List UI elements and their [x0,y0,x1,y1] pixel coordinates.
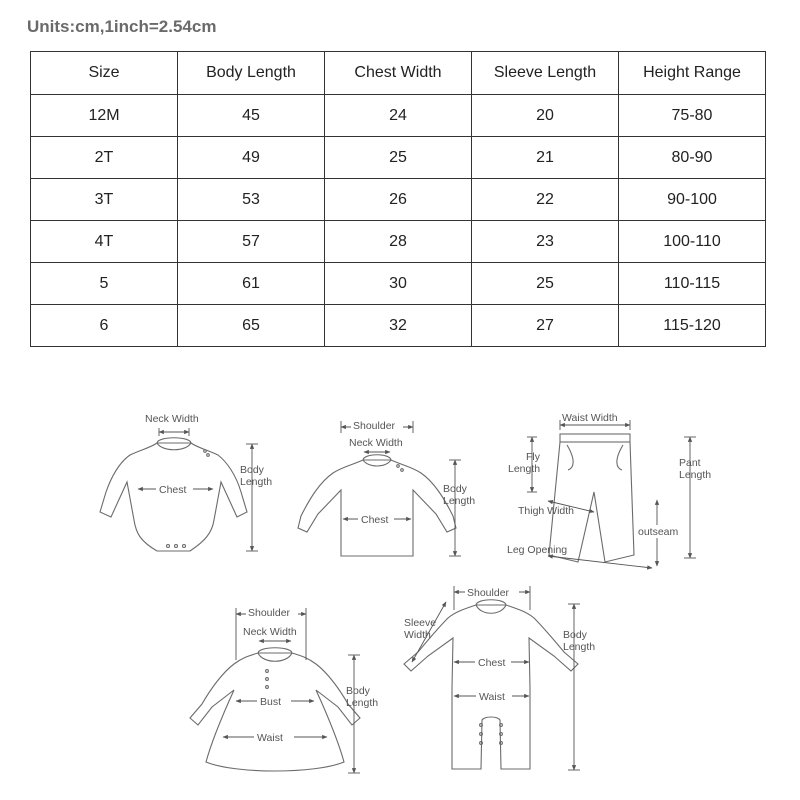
top-chest-label: Chest [361,514,389,526]
table-cell: 61 [178,263,325,305]
table-cell: 57 [178,221,325,263]
table-cell: 49 [178,137,325,179]
top-body-label-1: Body [443,483,467,495]
dress-neck-width-label: Neck Width [243,626,297,638]
table-cell: 30 [325,263,472,305]
dress-bust-label: Bust [260,696,282,708]
romper-chest-label: Chest [478,657,506,669]
top-body-label-2: Length [443,495,476,507]
table-cell: 23 [472,221,619,263]
table-cell: 100-110 [619,221,766,263]
table-cell: 5 [31,263,178,305]
romper-body-label-2: Length [563,641,596,653]
table-cell: 3T [31,179,178,221]
pants-fly-label-1: Fly [526,451,540,463]
table-cell: 24 [325,95,472,137]
bodysuit-chest-label: Chest [159,484,187,496]
table-cell: 45 [178,95,325,137]
pants-leg-opening-label: Leg Opening [507,544,568,556]
romper-sleeve-label-2: Width [404,629,431,641]
pants-fly-label-2: Length [508,463,541,475]
table-cell: 22 [472,179,619,221]
table-cell: 26 [325,179,472,221]
table-cell: 90-100 [619,179,766,221]
table-cell: 80-90 [619,137,766,179]
bodysuit-diagram [100,413,272,551]
dress-shoulder-label: Shoulder [248,607,291,619]
pants-pant-label-2: Length [679,469,712,481]
table-cell: 12M [31,95,178,137]
table-cell: 27 [472,305,619,347]
romper-diagram [404,585,595,770]
bodysuit-body-label-2: Length [240,476,273,488]
table-cell: 25 [472,263,619,305]
romper-sleeve-label-1: Sleeve [404,617,437,629]
table-cell: 65 [178,305,325,347]
header-body-length: Body Length [178,52,325,95]
table-cell: 2T [31,137,178,179]
dress-diagram [190,606,378,773]
table-cell: 110-115 [619,263,766,305]
table-cell: 115-120 [619,305,766,347]
top-shoulder-label: Shoulder [353,420,396,432]
romper-waist-label: Waist [479,691,505,703]
table-cell: 20 [472,95,619,137]
table-cell: 32 [325,305,472,347]
romper-body-label-1: Body [563,629,587,641]
table-cell: 75-80 [619,95,766,137]
top-diagram [298,419,475,556]
pants-pant-label-1: Pant [679,457,701,469]
header-height-range: Height Range [619,52,766,95]
top-neck-width-label: Neck Width [349,437,403,449]
pants-outseam-label: outseam [638,526,679,538]
table-cell: 4T [31,221,178,263]
dress-body-label-1: Body [346,685,370,697]
bodysuit-neck-width-label: Neck Width [145,413,199,425]
pants-thigh-width-label: Thigh Width [518,505,575,517]
table-cell: 21 [472,137,619,179]
pants-waist-width-label: Waist Width [562,412,618,424]
header-chest-width: Chest Width [325,52,472,95]
header-size: Size [31,52,178,95]
table-cell: 28 [325,221,472,263]
dress-body-label-2: Length [346,697,379,709]
table-cell: 53 [178,179,325,221]
pants-diagram [507,412,711,568]
header-sleeve-length: Sleeve Length [472,52,619,95]
units-note: Units:cm,1inch=2.54cm [27,17,217,36]
table-cell: 6 [31,305,178,347]
table-cell: 25 [325,137,472,179]
romper-shoulder-label: Shoulder [467,587,510,599]
bodysuit-body-label-1: Body [240,464,264,476]
dress-waist-label: Waist [257,732,283,744]
